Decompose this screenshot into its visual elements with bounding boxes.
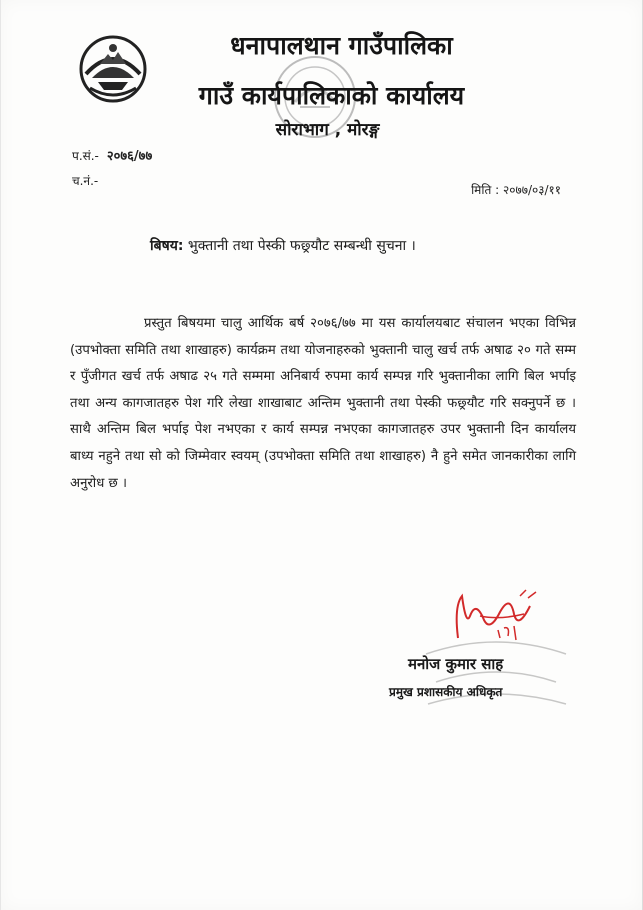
subject-text: भुक्तानी तथा पेस्की फछ्र्यौट सम्बन्धी सुचना ।	[187, 238, 416, 254]
signatory-name: मनोज कुमार साह	[408, 655, 504, 673]
office-location: सोराभाग , मोरङ्ग	[275, 120, 380, 140]
ps-value: २०७६/७७	[106, 149, 153, 164]
official-stamp-icon	[416, 634, 576, 714]
body-paragraph: प्रस्तुत बिषयमा चालु आर्थिक बर्ष २०७६/७७ मा यस कार्यालयबाट संचालन भएका विभिन्न (उपभोक्ता समिति तथा शाखाहरु) कार्यक्रम तथा योजनाहरुको भुक्तानी चालु खर्च तर्फ अषाढ २० गते सम्म र पुँजीगत खर्च तर्फ अषाढ २५ गते सम्ममा अनिबार्य रुपमा कार्य सम्पन्न गरि भुक्तानीका लागि बिल भर्पाइ तथा अन्य कागजातहरु पेश गरि लेखा शाखाबाट अन्तिम भुक्तानी तथा पेस्की फछ्र्यौट गरि सक्नुपर्ने छ । साथै अन्तिम बिल भर्पाइ पेश नभएका र कार्य सम्पन्न नभएका कागजातहरु उपर भुक्तानी दिन कार्यालय बाध्य नहुने तथा सो को जिम्मेवार स्वयम् (उपभोक्ता समिति तथा शाखाहरु) नै हुने समेत जानकारीका लागि अनुरोध छ ।	[70, 316, 576, 491]
subject-line	[150, 236, 416, 255]
subject-label: बिषय:	[150, 238, 184, 254]
dispatch-number	[72, 172, 98, 189]
ps-label: प.सं.-	[72, 149, 99, 163]
reference-number	[72, 146, 152, 164]
letter-date: मिति : २०७७/०३/११	[471, 183, 561, 197]
organization-name: धनापालथान गाउँपालिका	[230, 31, 453, 60]
signatory-title: प्रमुख प्रशासकीय अधिकृत	[389, 685, 503, 699]
office-name: गाउँ कार्यपालिकाको कार्यालय	[198, 81, 465, 110]
cn-label: च.नं.-	[72, 174, 99, 188]
